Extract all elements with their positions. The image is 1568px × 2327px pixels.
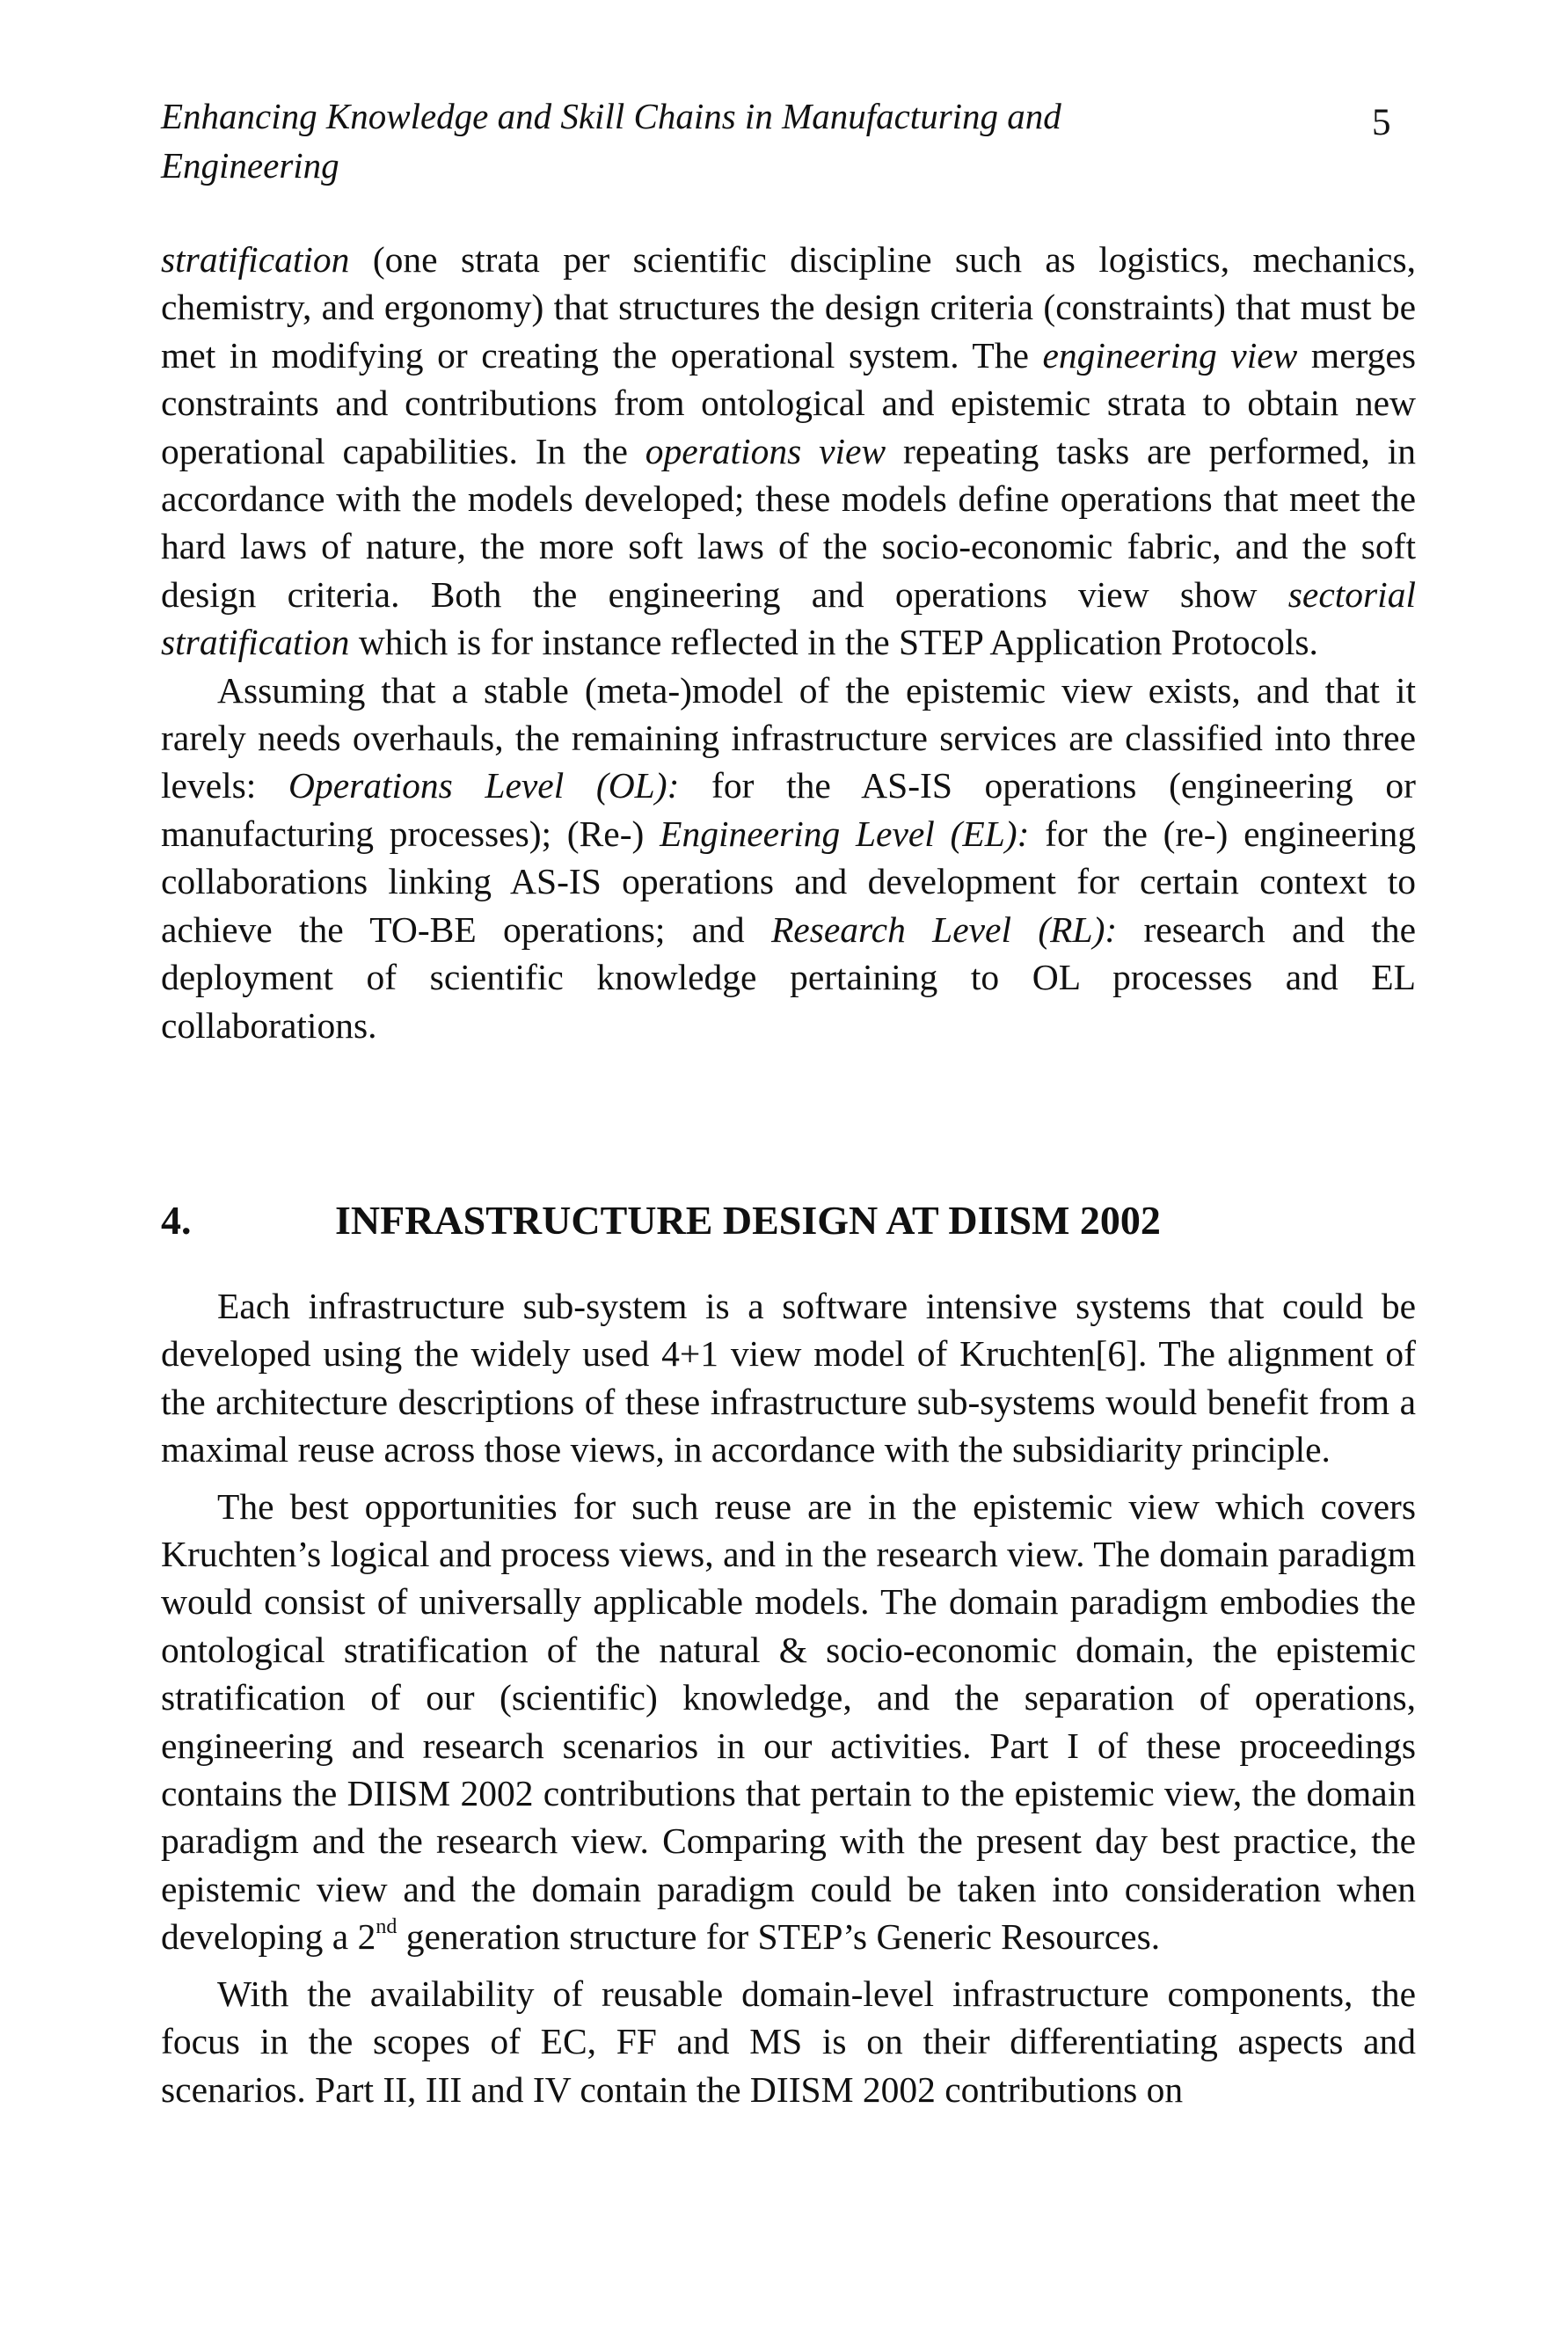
term-engineering-view: engineering view xyxy=(1042,334,1298,376)
paragraph-text: The best opportunities for such reuse are in the epistemic view which covers Kruchten’s logical and process views, and in the research view. The domain paradigm would consist of universally applicable models. The domain paradigm embodies the ontological stratification of the natural & socio-economic domain, the epistemic stratification of our (scientific) knowledge, and the separation of operations, engineering and research scenarios in our activities. Part I of these proceedings contains the DIISM 2002 contributions that pertain to the epistemic view, the domain paradigm and the research view. Comparing with the present day best practice, the epistemic view and the domain paradigm could be taken into consideration when developing a 2 xyxy=(161,1485,1416,1958)
page-number: 5 xyxy=(1372,102,1391,143)
section-title: INFRASTRUCTURE DESIGN AT DIISM 2002 xyxy=(335,1198,1161,1243)
term-operations-level: Operations Level (OL): xyxy=(288,765,680,806)
paragraph-components: With the availability of reusable domain-level infrastructure components, the focus in the scopes of EC, FF and MS is on their differentiating aspects and scenarios. Part II, III and IV contain the DIISM 2002 contributions on xyxy=(161,1973,1416,2110)
term-sectorial-stratification: sectorial stratification xyxy=(161,573,1416,663)
body-text-lower xyxy=(161,1282,1416,2113)
paragraph-view-definitions xyxy=(161,236,1416,667)
paragraph-subsystems: Each infrastructure sub-system is a software intensive systems that could be developed using the widely used 4+1 view model of Kruchten[6]. The alignment of the architecture descriptions of these infrastructure sub-systems would benefit from a maximal reuse across those views, in accordance with the subsidiarity principle. xyxy=(161,1286,1416,1470)
body-text-upper xyxy=(161,236,1416,1049)
section-heading xyxy=(161,1194,1416,1247)
paragraph-levels xyxy=(161,667,1416,1049)
paragraph-text: for the AS-IS operations (engineering or manufacturing processes); (Re-) xyxy=(161,765,1416,854)
paragraph-text: for the (re-) engineering collaborations linking AS-IS operations and development for certain context to achieve the TO-BE operations; and xyxy=(161,813,1416,950)
section-number: 4. xyxy=(161,1198,192,1243)
paragraph-reuse xyxy=(161,1483,1416,1961)
paragraph-text: Assuming that a stable (meta-)model of the epistemic view exists, and that it rarely needs overhauls, the remaining infrastructure services are classified into three levels: xyxy=(161,669,1416,806)
term-engineering-level: Engineering Level (EL): xyxy=(660,813,1030,854)
paragraph-text: repeating tasks are performed, in accordance with the models developed; these models define operations that meet the hard laws of nature, the more soft laws of the socio-economic fabric, and the soft design criteria. Both the engineering and operations view show xyxy=(161,430,1416,615)
term-operations-view: operations view xyxy=(645,430,886,471)
running-title: Enhancing Knowledge and Skill Chains in Manufacturing and Engineering xyxy=(161,96,1061,186)
paragraph-text: merges constraints and contributions from ontological and epistemic strata to obtain new operational capabilities. In the xyxy=(161,334,1416,471)
superscript-nd: nd xyxy=(376,1915,397,1939)
paragraph-text: which is for instance reflected in the STEP Application Protocols. xyxy=(349,622,1318,663)
term-research-level: Research Level (RL): xyxy=(770,908,1118,950)
term-stratification: stratification xyxy=(161,239,350,280)
paragraph-text: generation structure for STEP’s Generic Resources. xyxy=(397,1916,1161,1958)
paragraph-text: research and the deployment of scientific knowledge pertaining to OL processes and EL collaborations. xyxy=(161,908,1416,1046)
paragraph-text: (one strata per scientific discipline such as logistics, mechanics, chemistry, and ergonomy) that structures the design criteria (constraints) that must be met in modifying or creating the operational system. The xyxy=(161,239,1416,376)
